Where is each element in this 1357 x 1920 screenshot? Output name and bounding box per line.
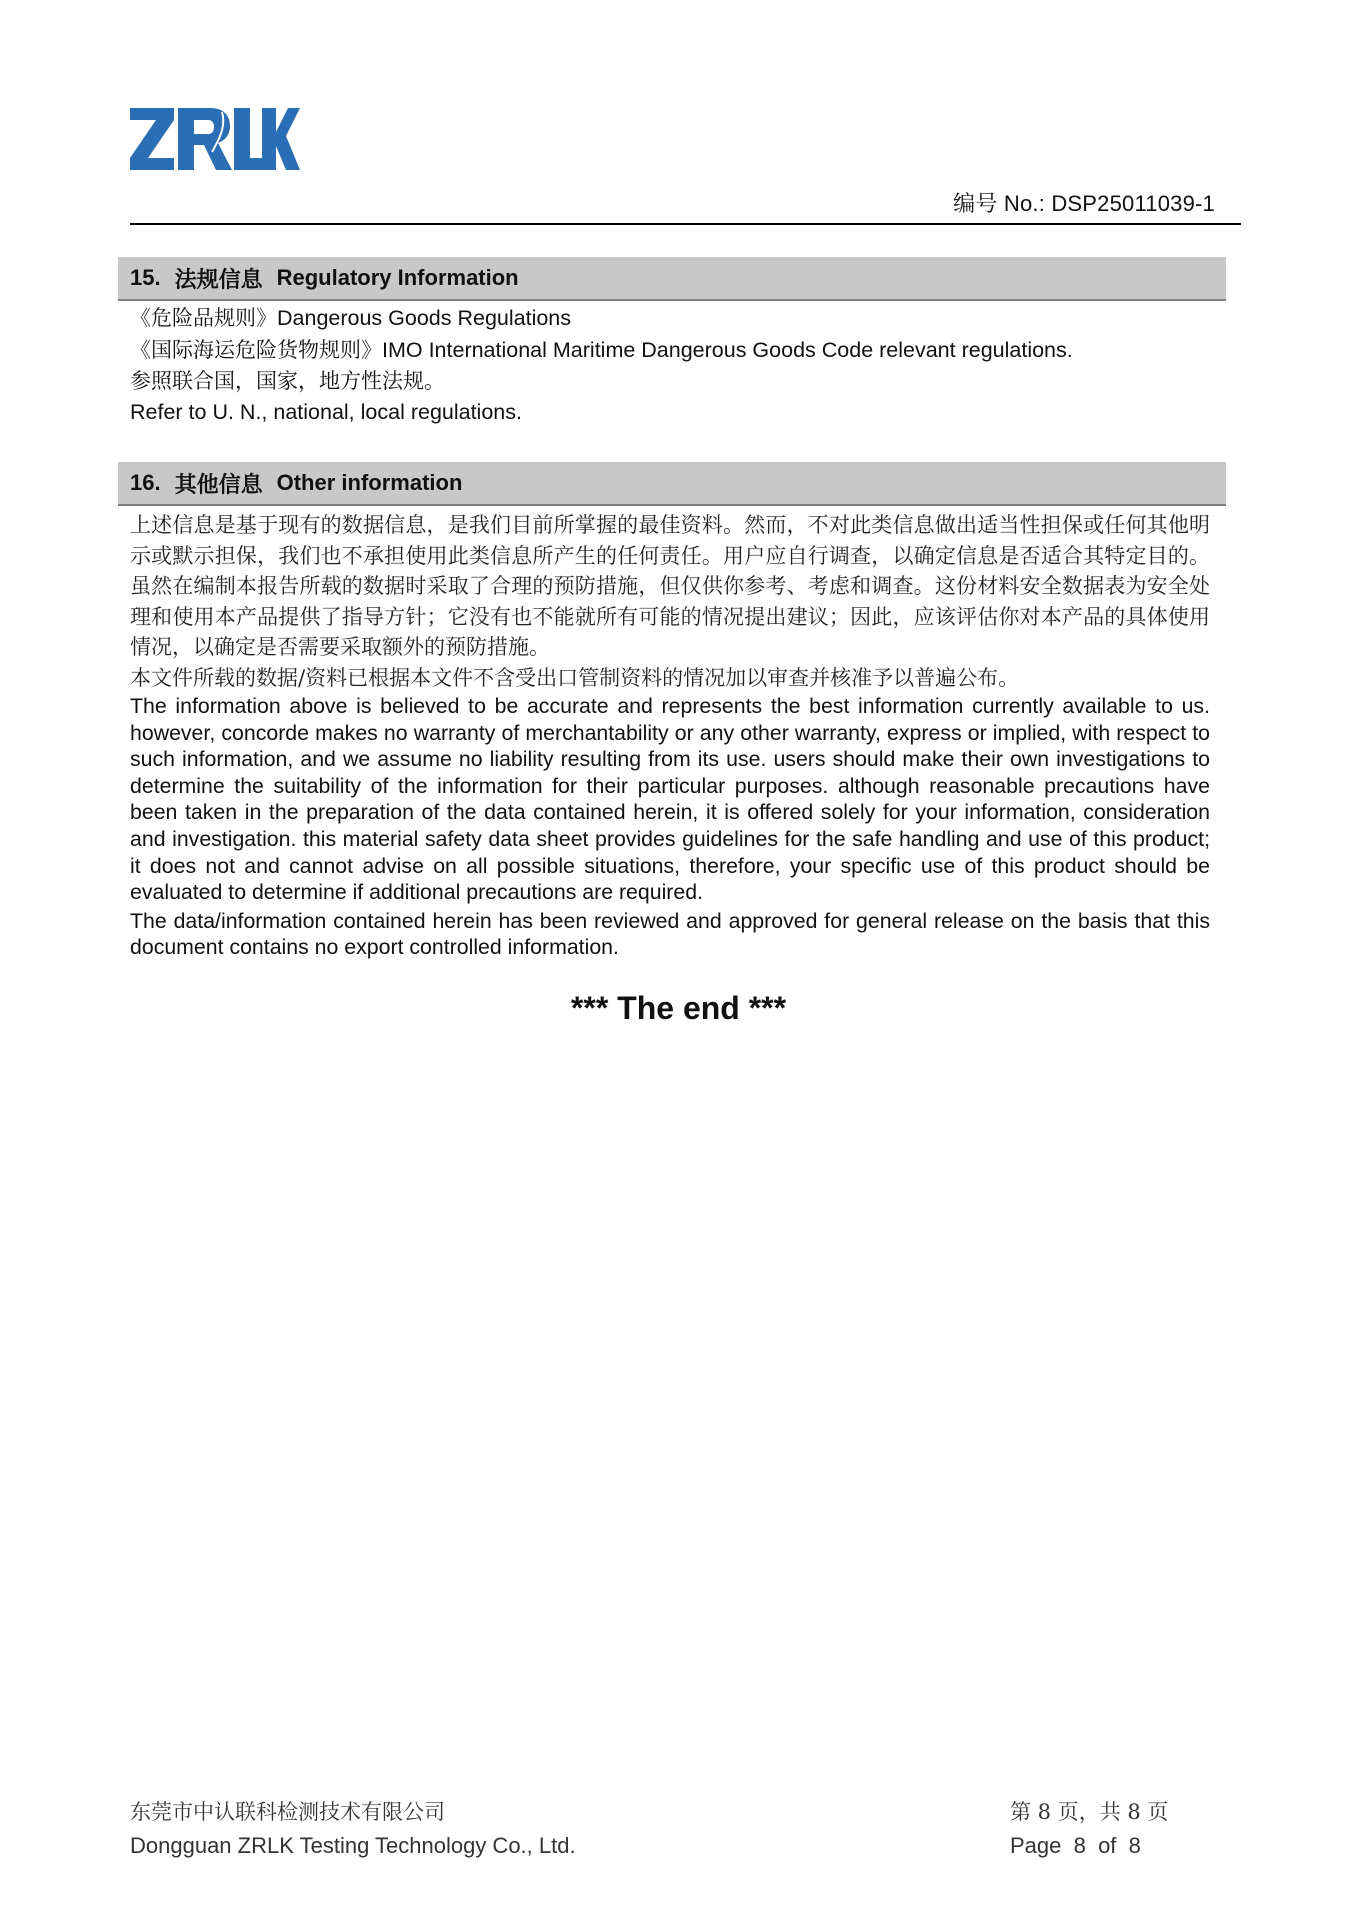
section-number: 16.	[130, 470, 161, 495]
end-marker: *** The end ***	[570, 990, 787, 1026]
section-15-body	[130, 303, 1210, 429]
disclaimer-en: The information above is believed to be accurate and represents the best information currently available to us. however, concorde makes no warranty of merchantability or any other warranty, express or implied, with respect to such information, and we assume no liability resulting from its use. users should make their own investigations to determine the suitability of the information for their particular purposes. although reasonable precautions have been taken in the preparation of the data contained herein, it is offered solely for your information, consideration and investigation. this material safety data sheet provides guidelines for the safe handling and use of this product; it does not and cannot advise on all possible situations, therefore, your specific use of this product should be evaluated to determine if additional precautions are required.	[130, 694, 1210, 905]
disclaimer-zh: 上述信息是基于现有的数据信息，是我们目前所掌握的最佳资料。然而，不对此类信息做出适当性担保或任何其他明示或默示担保，我们也不承担使用此类信息所产生的任何责任。用户应自行调查，以确定信息是否适合其特定目的。虽然在编制本报告所载的数据时采取了合理的预防措施，但仅供你参考、考虑和调查。这份材料安全数据表为安全处理和使用本产品提供了指导方针；它没有也不能就所有可能的情况提出建议；因此，应该评估你对本产品的具体使用情况，以确定是否需要采取额外的预防措施。	[130, 513, 1210, 659]
footer-page-number	[1010, 1797, 1168, 1861]
company-name-en: Dongguan ZRLK Testing Technology Co., Ltd.	[130, 1833, 576, 1858]
page-number-en: Page 8 of 8	[1010, 1833, 1141, 1858]
release-statement-zh: 本文件所载的数据/资料已根据本文件不含受出口管制资料的情况加以审查并核准予以普遍公布。	[130, 665, 1020, 690]
regulation-line: 《危险品规则》Dangerous Goods Regulations	[130, 306, 572, 330]
company-name-zh: 东莞市中认联科检测技术有限公司	[130, 1800, 445, 1824]
release-statement-en: The data/information contained herein has been reviewed and approved for general release on the basis that this document contains no export controlled information.	[130, 908, 1210, 960]
section-15-header	[118, 257, 1226, 301]
section-title-en: Regulatory Information	[276, 265, 519, 290]
header-divider	[130, 223, 1241, 225]
regulation-line: 《国际海运危险货物规则》IMO International Maritime Dangerous Goods Code relevant regulations.	[130, 337, 1073, 362]
section-title-zh: 其他信息	[174, 471, 263, 498]
page-number-zh: 第 8 页，共 8 页	[1010, 1800, 1169, 1824]
section-16-body	[130, 510, 1210, 961]
section-16-header	[118, 462, 1226, 506]
section-title-zh: 法规信息	[174, 266, 263, 293]
section-title-en: Other information	[276, 470, 463, 495]
document-number: 编号 No.: DSP25011039-1	[953, 191, 1215, 216]
section-number: 15.	[130, 265, 161, 290]
company-logo	[130, 104, 300, 174]
footer-company	[130, 1797, 576, 1861]
zrlk-logo-icon	[130, 104, 300, 174]
regulation-note-en: Refer to U. N., national, local regulations.	[130, 400, 522, 424]
regulation-note-zh: 参照联合国，国家，地方性法规。	[130, 369, 445, 393]
